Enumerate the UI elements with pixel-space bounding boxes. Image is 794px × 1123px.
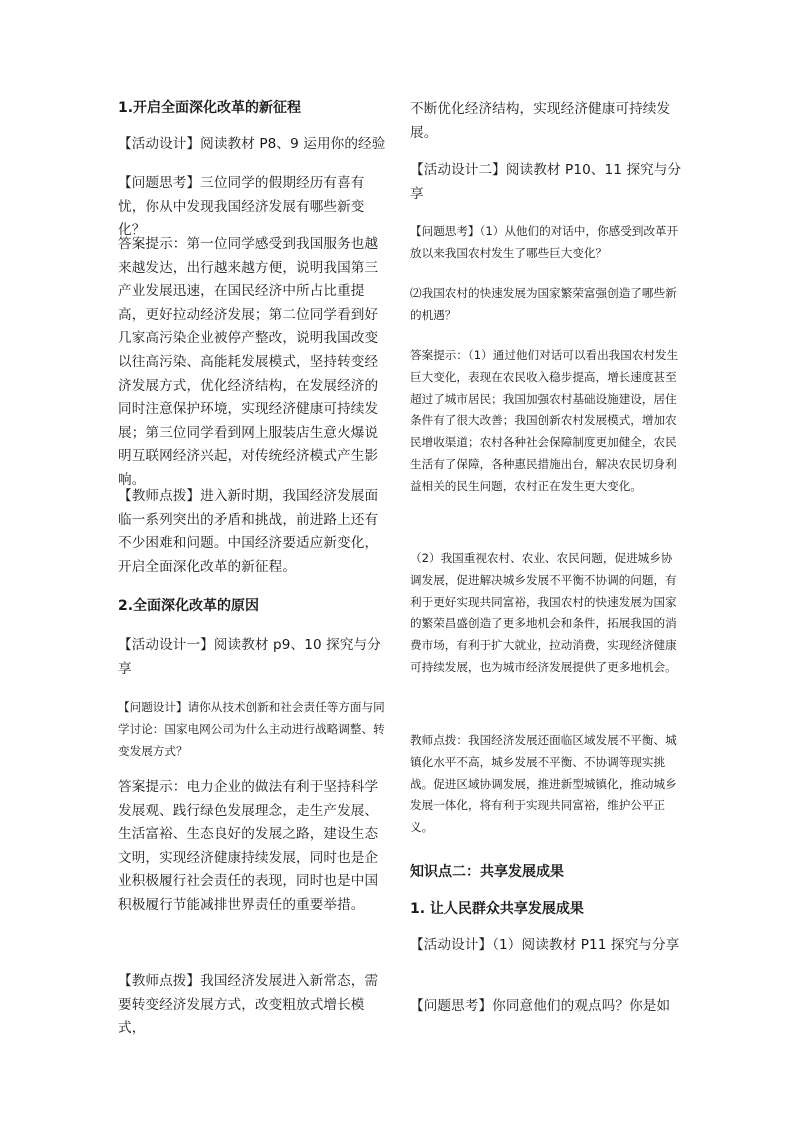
activity-design-3: 【活动设计二】阅读教材 P10、11 探究与分享	[410, 162, 682, 202]
question-3-part-2: ⑵我国农村的快速发展为国家繁荣富强创造了哪些新的机遇？	[410, 286, 677, 322]
question-4: 【问题思考】你同意他们的观点吗？你是如	[410, 998, 671, 1014]
section-heading-1: 1.开启全面深化改革的新征程	[118, 100, 302, 116]
question-2: 【问题设计】请你从技术创新和社会责任等方面与同学讨论：国家电网公司为什么主动进行战略调整、转变发展方式？	[118, 700, 385, 758]
section-heading-3: 1. 让人民群众共享发展成果	[410, 901, 584, 917]
continued-text: 不断优化经济结构，实现经济健康可持续发展。	[410, 101, 671, 141]
question-1: 【问题思考】三位同学的假期经历有喜有忧，你从中发现我国经济发展有哪些新变化？	[118, 175, 365, 239]
activity-design-1: 【活动设计】阅读教材 P8、9 运用你的经验	[118, 136, 386, 152]
activity-design-4: 【活动设计】（1）阅读教材 P11 探究与分享	[410, 937, 680, 953]
activity-design-2: 【活动设计一】阅读教材 p9、10 探究与分享	[118, 637, 381, 677]
answer-hint-2: 答案提示：电力企业的做法有利于坚持科学发展观、践行绿色发展理念，走生产发展、生活富裕、生态良好的发展之路，建设生态文明，实现经济健康持续发展，同时也是企业积极履行社会责任的表现，同时也是中国积极履行节能减排世界责任的重要举措。	[118, 779, 379, 913]
section-heading-2: 2.全面深化改革的原因	[118, 598, 260, 614]
teacher-note-3: 教师点拨：我国经济发展还面临区域发展不平衡、城镇化水平不高，城乡发展不平衡、不协调等现实挑战。促进区域协调发展，推进新型城镇化，推动城乡发展一体化，将有利于实现共同富裕，维护公平正义。	[410, 733, 677, 835]
answer-hint-1: 答案提示：第一位同学感受到我国服务也越来越发达，出行越来越方便，说明我国第三产业发展迅速，在国民经济中所占比重提高，更好拉动经济发展；第二位同学看到好几家高污染企业被停产整改，说明我国改变以往高污染、高能耗发展模式，坚持转变经济发展方式，优化经济结构，在发展经济的同时注意保护环境，实现经济健康可持续发展；第三位同学看到网上服装店生意火爆说明互联网经济兴起，对传统经济模式产生影响。	[118, 236, 379, 488]
knowledge-point-heading: 知识点二：共享发展成果	[410, 864, 564, 880]
answer-hint-3-part-1: 答案提示：（1）通过他们对话可以看出我国农村发生巨大变化，表现在农民收入稳步提高，增长速度甚至超过了城市居民；我国加强农村基础设施建设，居住条件有了很大改善；我国创新农村发展模式，增加农民增收渠道；农村各种社会保障制度更加健全，农民生活有了保障，各种惠民措施出台，解决农民切身利益相关的民生问题，农村正在发生更大变化。	[410, 348, 679, 493]
teacher-note-1: 【教师点拨】进入新时期，我国经济发展面临一系列突出的矛盾和挑战，前进路上还有不少困难和问题。中国经济要适应新变化，开启全面深化改革的新征程。	[118, 488, 379, 575]
answer-hint-3-part-2: （2）我国重视农村、农业、农民问题，促进城乡协调发展，促进解决城乡发展不平衡不协调的问题，有利于更好实现共同富裕，我国农村的快速发展为国家的繁荣昌盛创造了更多地机会和条件，拓展我国的消费市场，有利于扩大就业，拉动消费，实现经济健康可持续发展，也为城市经济发展提供了更多地机会。	[410, 551, 677, 674]
teacher-note-2: 【教师点拨】我国经济发展进入新常态，需要转变经济发展方式，改变粗放式增长模式，	[118, 973, 379, 1037]
question-3-part-1: 【问题思考】（1）从他们的对话中，你感受到改革开放以来我国农村发生了哪些巨大变化？	[410, 224, 679, 260]
